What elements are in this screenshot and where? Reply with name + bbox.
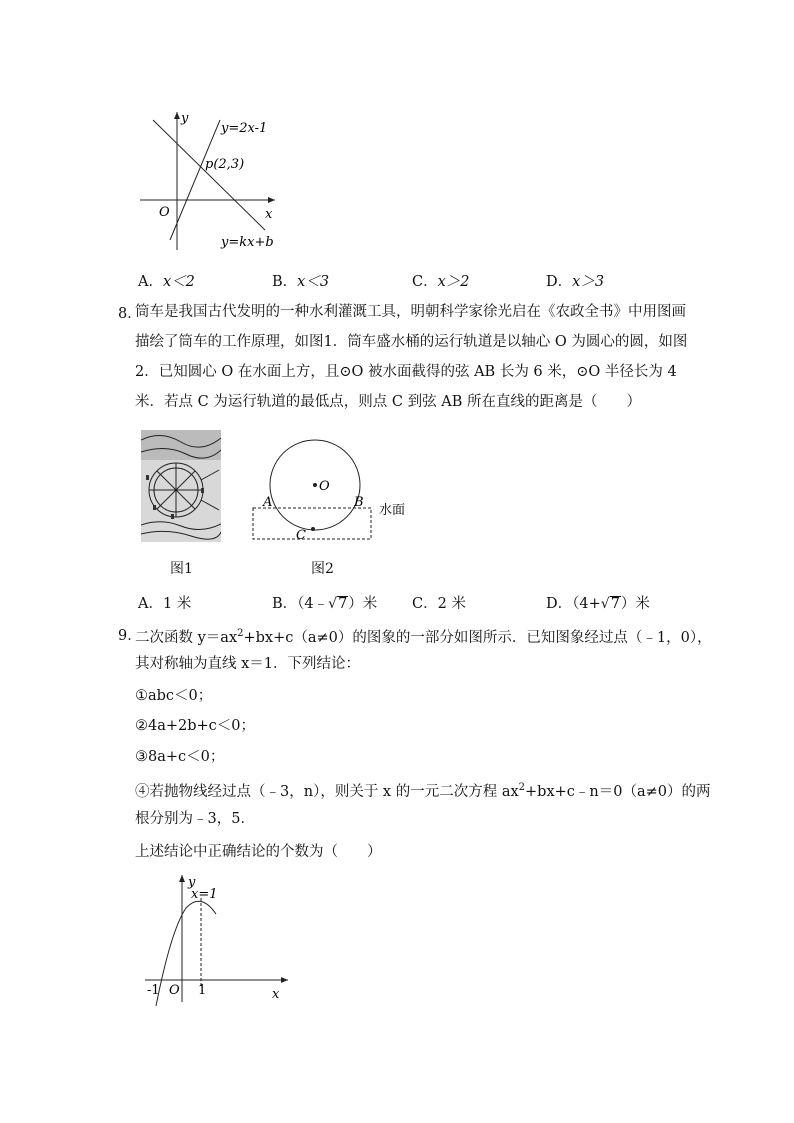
q7-line2-label: y=kx+b	[221, 235, 274, 250]
q8-number: 8．	[118, 306, 142, 322]
q8-option-d[interactable]: D．（4+√7）米	[546, 596, 650, 612]
q9-one-label: 1	[198, 983, 207, 998]
q8-text-line-3: 2．已知圆心 O 在水面上方，且⊙O 被水面截得的弦 AB 长为 6 米，⊙O 半径长为 4	[135, 364, 677, 380]
q7-graph	[135, 100, 295, 260]
q8-fig2-water-label: 水面	[379, 503, 406, 518]
q9-number: 9．	[118, 628, 142, 644]
q9-question: 上述结论中正确结论的个数为（ ）	[135, 844, 382, 860]
q9-graph	[140, 870, 300, 1010]
q8-text-line-2: 描绘了筒车的工作原理，如图1．筒车盛水桶的运行轨道是以轴心 O 为圆心的圆，如图	[135, 334, 688, 350]
q8-fig2-label-o: O	[319, 479, 330, 494]
q7-line1-label: y=2x-1	[221, 121, 268, 136]
q8-fig1-waterwheel-image	[141, 430, 221, 542]
q9-neg-one-label: -1	[147, 983, 160, 998]
q8-text-line-1: 筒车是我国古代发明的一种水利灌溉工具，明朝科学家徐光启在《农政全书》中用图画	[135, 304, 686, 320]
q8-option-b[interactable]: B．（4﹣√7）米	[272, 596, 378, 612]
q9-conclusion-4-cont: 根分别为﹣3，5．	[135, 811, 255, 827]
q8-fig1-caption: 图1	[170, 561, 193, 577]
q7-option-a[interactable]: A．x＜2	[138, 274, 195, 290]
q7-option-b[interactable]: B．x＜3	[272, 274, 330, 290]
q9-conclusion-4: ④若抛物线经过点（﹣3，n），则关于 x 的一元二次方程 $ax^2+bx+c﹣n=0(a\ne 0)$的两	[135, 782, 711, 800]
q9-x-axis-label: x	[272, 987, 280, 1002]
q9-text-line-2: 其对称轴为直线 x＝1．下列结论：	[135, 656, 361, 672]
q8-option-a[interactable]: A．1 米	[138, 596, 192, 612]
q9-sym-label: x=1	[191, 887, 218, 902]
q8-fig2-label-a: A	[263, 495, 273, 510]
q7-option-c[interactable]: C．x＞2	[412, 274, 470, 290]
q9-origin-label: O	[169, 983, 180, 998]
q8-text-line-4: 米．若点 C 为运行轨道的最低点，则点 C 到弦 AB 所在直线的距离是（ ）	[135, 394, 641, 410]
q8-option-c[interactable]: C．2 米	[412, 596, 466, 612]
q9-conclusion-1: ①abc＜0；	[135, 688, 213, 704]
q9-conclusion-2: ②4a+2b+c＜0；	[135, 718, 256, 734]
q8-fig2-caption: 图2	[311, 561, 334, 577]
q8-fig2-label-b: B	[354, 495, 364, 510]
q7-origin-label: O	[159, 205, 170, 220]
q8-fig2-label-c: C	[296, 528, 306, 543]
q7-option-d[interactable]: D．x＞3	[546, 274, 605, 290]
q7-y-axis-label: y	[181, 111, 189, 126]
q8-fig2-diagram	[245, 435, 415, 545]
q7-point-label: p(2,3)	[205, 157, 245, 172]
q9-conclusion-3: ③8a+c＜0；	[135, 749, 225, 765]
q9-text-line-1: 二次函数 $y=ax^2+bx+c(a\ne 0)$的图象的一部分如图所示．已知图象经过点（﹣1，0），	[135, 628, 712, 646]
q9-y-axis-label: y	[188, 875, 196, 890]
q7-x-axis-label: x	[265, 207, 273, 222]
